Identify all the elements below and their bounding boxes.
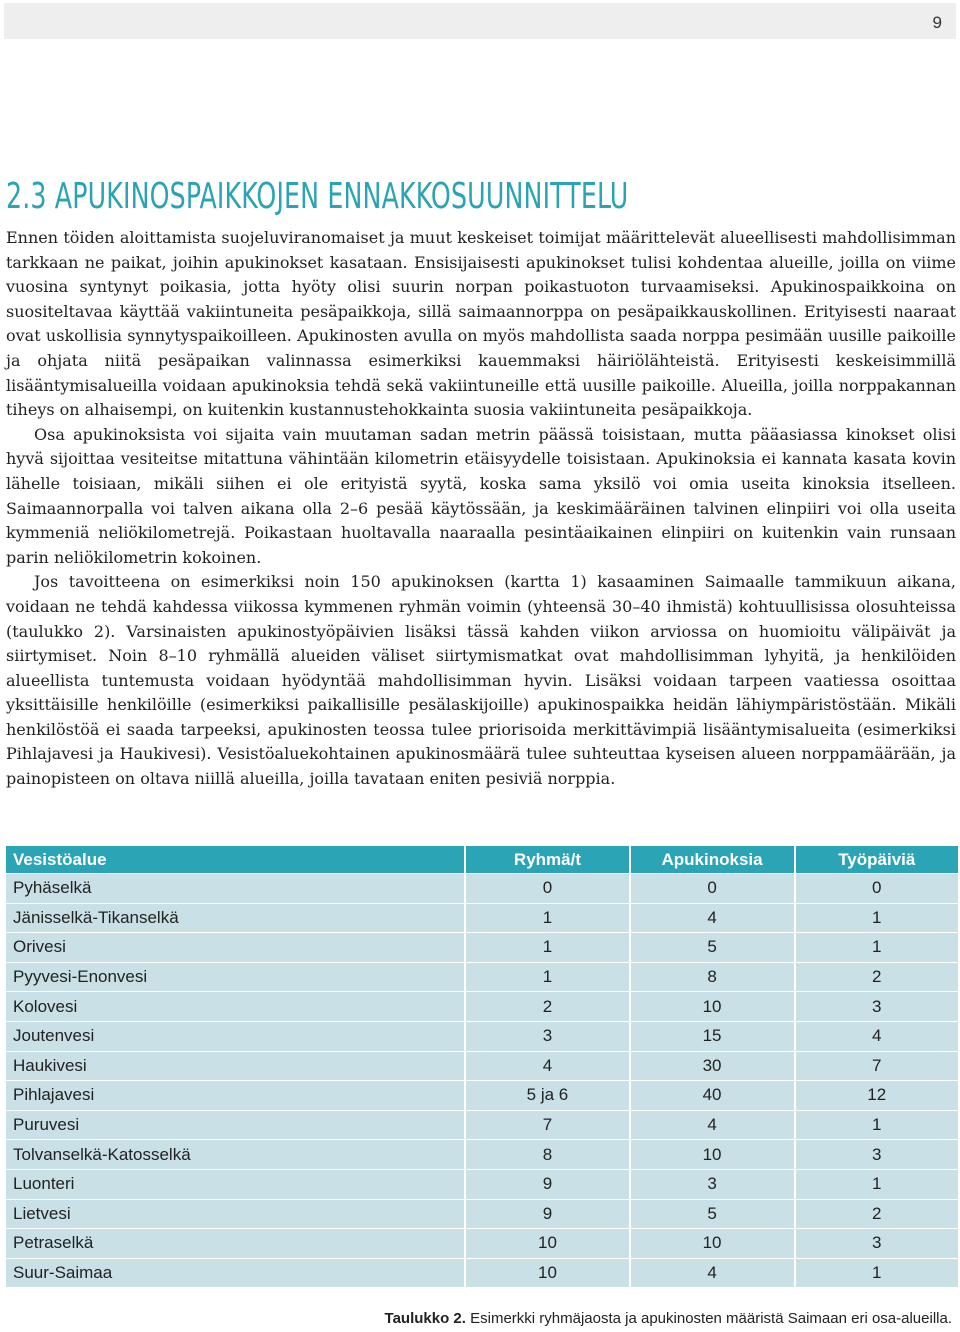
table-cell-value: 5 (631, 1200, 796, 1229)
table-row (6, 904, 958, 933)
table-cell-value: 4 (796, 1022, 958, 1051)
table-cell-area: Lietvesi (6, 1200, 466, 1229)
table-cell-value: 1 (796, 933, 958, 962)
column-header-vesistoalue: Vesistöalue (6, 846, 466, 873)
table-cell-value: 0 (631, 874, 796, 903)
body-text (6, 226, 956, 792)
table-cell-value: 3 (631, 1170, 796, 1199)
table-cell-value: 1 (796, 1111, 958, 1140)
table-cell-value: 0 (466, 874, 630, 903)
table-row (6, 1200, 958, 1229)
table-row (6, 1140, 958, 1169)
table-cell-value: 8 (466, 1140, 630, 1169)
table-cell-area: Joutenvesi (6, 1022, 466, 1051)
table-cell-value: 1 (796, 1170, 958, 1199)
caption-text: Esimerkki ryhmäjaosta ja apukinosten määristä Saimaan eri osa-alueilla. (465, 1310, 952, 1327)
table-cell-value: 7 (466, 1111, 630, 1140)
table-cell-value: 4 (631, 1259, 796, 1288)
table-cell-area: Pyhäselkä (6, 874, 466, 903)
table-cell-area: Orivesi (6, 933, 466, 962)
table-row (6, 933, 958, 962)
table-cell-area: Jänisselkä-Tikanselkä (6, 904, 466, 933)
table-cell-value: 2 (466, 992, 630, 1021)
table-cell-value: 5 (631, 933, 796, 962)
table-row (6, 1170, 958, 1199)
table-cell-area: Kolovesi (6, 992, 466, 1021)
table-cell-value: 15 (631, 1022, 796, 1051)
table-row (6, 1111, 958, 1140)
table-cell-value: 12 (796, 1081, 958, 1110)
table-cell-value: 3 (466, 1022, 630, 1051)
table-cell-value: 10 (466, 1259, 630, 1288)
table-cell-area: Suur-Saimaa (6, 1259, 466, 1288)
table-cell-value: 9 (466, 1170, 630, 1199)
table-cell-value: 8 (631, 963, 796, 992)
table-row (6, 1022, 958, 1051)
table-cell-area: Petraselkä (6, 1229, 466, 1258)
caption-label: Taulukko 2. (384, 1310, 466, 1327)
table-cell-value: 10 (631, 992, 796, 1021)
table-cell-value: 9 (466, 1200, 630, 1229)
table-row (6, 1052, 958, 1081)
table-cell-value: 2 (796, 1200, 958, 1229)
table-row (6, 1081, 958, 1110)
table-row (6, 963, 958, 992)
table-cell-value: 1 (466, 963, 630, 992)
table-row (6, 1259, 958, 1288)
table-cell-value: 4 (631, 1111, 796, 1140)
table-cell-value: 3 (796, 1140, 958, 1169)
table-cell-value: 10 (466, 1229, 630, 1258)
table-row (6, 874, 958, 903)
table-cell-area: Pihlajavesi (6, 1081, 466, 1110)
column-header-ryhmat: Ryhmä/t (466, 846, 630, 873)
table-cell-area: Pyyvesi-Enonvesi (6, 963, 466, 992)
section-title: 2.3 APUKINOSPAIKKOJEN ENNAKKOSUUNNITTELU (6, 176, 629, 217)
paragraph: Jos tavoitteena on esimerkiksi noin 150 apukinoksen (kartta 1) kasaaminen Saimaalle tammikuun aikana, voidaan ne tehdä kahdessa viikossa kymmenen ryhmän voimin (yhteensä 30–40 ihmistä) kohtuullisissa olosuhteissa (taulukko 2). Varsinaisten apukinostyöpäivien lisäksi tässä kahden viikon arviossa on huomioitu välipäivät ja siirtymiset. Noin 8–10 ryhmällä alueiden väliset siirtymismatkat ovat mahdollisimman lyhyitä, ja henkilöiden alueellista tuntemusta voidaan hyödyntää mahdollisimman hyvin. Lisäksi voidaan tarpeen vaatiessa osoittaa yksittäisille henkilöille (esimerkiksi paikallisille pesälaskijoille) apukinospaikka heidän lähiympäristöstään. Mikäli henkilöstöä ei saada tarpeeksi, apukinosten teossa tulee priorisoida merkittävimpiä lisääntymisalueita (esimerkiksi Pihlajavesi ja Haukivesi). Vesistöaluekohtainen apukinosmäärä tulee suhteuttaa kyseisen alueen norppamäärään, ja painopisteen on oltava niillä alueilla, joilla tavataan eniten pesiviä norppia. (6, 572, 956, 789)
table-cell-value: 40 (631, 1081, 796, 1110)
table-cell-area: Luonteri (6, 1170, 466, 1199)
table-cell-value: 4 (466, 1052, 630, 1081)
table-row (6, 1229, 958, 1258)
table-caption (385, 1310, 952, 1327)
table-header-row (6, 846, 958, 873)
table-cell-value: 10 (631, 1140, 796, 1169)
table-cell-value: 30 (631, 1052, 796, 1081)
table-cell-area: Puruvesi (6, 1111, 466, 1140)
table-row (6, 992, 958, 1021)
paragraph: Ennen töiden aloittamista suojeluviranomaiset ja muut keskeiset toimijat määrittelevät alueellisesti mahdollisimman tarkkaan ne paikat, joihin apukinokset kasataan. Ensisijaisesti apukinokset tulisi kohdentaa alueille, joilla on viime vuosina syntynyt poikasia, jotta hyöty olisi suurin norpan poikastuoton turvaamiseksi. Apukinospaikkoina on suositeltavaa käyttää vakiintuneita pesäpaikkoja, sillä saimaannorppa on pesäpaikkauskollinen. Erityisesti naaraat ovat uskollisia synnytyspaikoilleen. Apukinosten avulla on myös mahdollista saada norppa pesimään uusille paikoille ja ohjata niitä pesäpaikan valinnassa esimerkiksi kauemmaksi häiriölähteistä. Erityisesti keskeisimmillä lisääntymisalueilla voidaan apukinoksia tehdä sekä vakiintuneille että uusille paikoille. Alueilla, joilla norppakannan tiheys on alhaisempi, on kuitenkin kustannustehokkainta suosia vakiintuneita pesäpaikkoja. (6, 228, 956, 420)
page-number: 9 (932, 13, 942, 32)
table-cell-value: 1 (796, 1259, 958, 1288)
column-header-apukinoksia: Apukinoksia (631, 846, 796, 873)
table-cell-area: Tolvanselkä-Katosselkä (6, 1140, 466, 1169)
table-cell-value: 1 (466, 904, 630, 933)
table-cell-value: 1 (466, 933, 630, 962)
table-cell-value: 7 (796, 1052, 958, 1081)
page-header-bar (4, 3, 956, 39)
table-cell-value: 3 (796, 992, 958, 1021)
table-cell-value: 2 (796, 963, 958, 992)
table-cell-value: 4 (631, 904, 796, 933)
table-cell-value: 10 (631, 1229, 796, 1258)
table-cell-value: 5 ja 6 (466, 1081, 630, 1110)
table-cell-value: 1 (796, 904, 958, 933)
paragraph: Osa apukinoksista voi sijaita vain muutaman sadan metrin päässä toisistaan, mutta pääasiassa kinokset olisi hyvä sijoittaa vesiteitse mitattuna vähintään kilometrin etäisyydelle toisistaan. Apukinoksia ei kannata kasata kovin lähelle toisiaan, mikäli siihen ei ole erityistä syytä, koska sama yksilö voi omia useita kinoksia itselleen. Saimaannorpalla voi talven aikana olla 2–6 pesää käytössään, ja keskimääräinen talvinen elinpiiri voi olla useita kymmeniä neliökilometrejä. Poikastaan huoltavalla naaraalla pesintäaikainen elinpiiri on kuitenkin vain runsaan parin neliökilometrin kokoinen. (6, 424, 956, 567)
table-cell-area: Haukivesi (6, 1052, 466, 1081)
group-allocation-table (6, 845, 958, 1288)
column-header-tyopaivia: Työpäiviä (796, 846, 958, 873)
table-cell-value: 3 (796, 1229, 958, 1258)
table-cell-value: 0 (796, 874, 958, 903)
